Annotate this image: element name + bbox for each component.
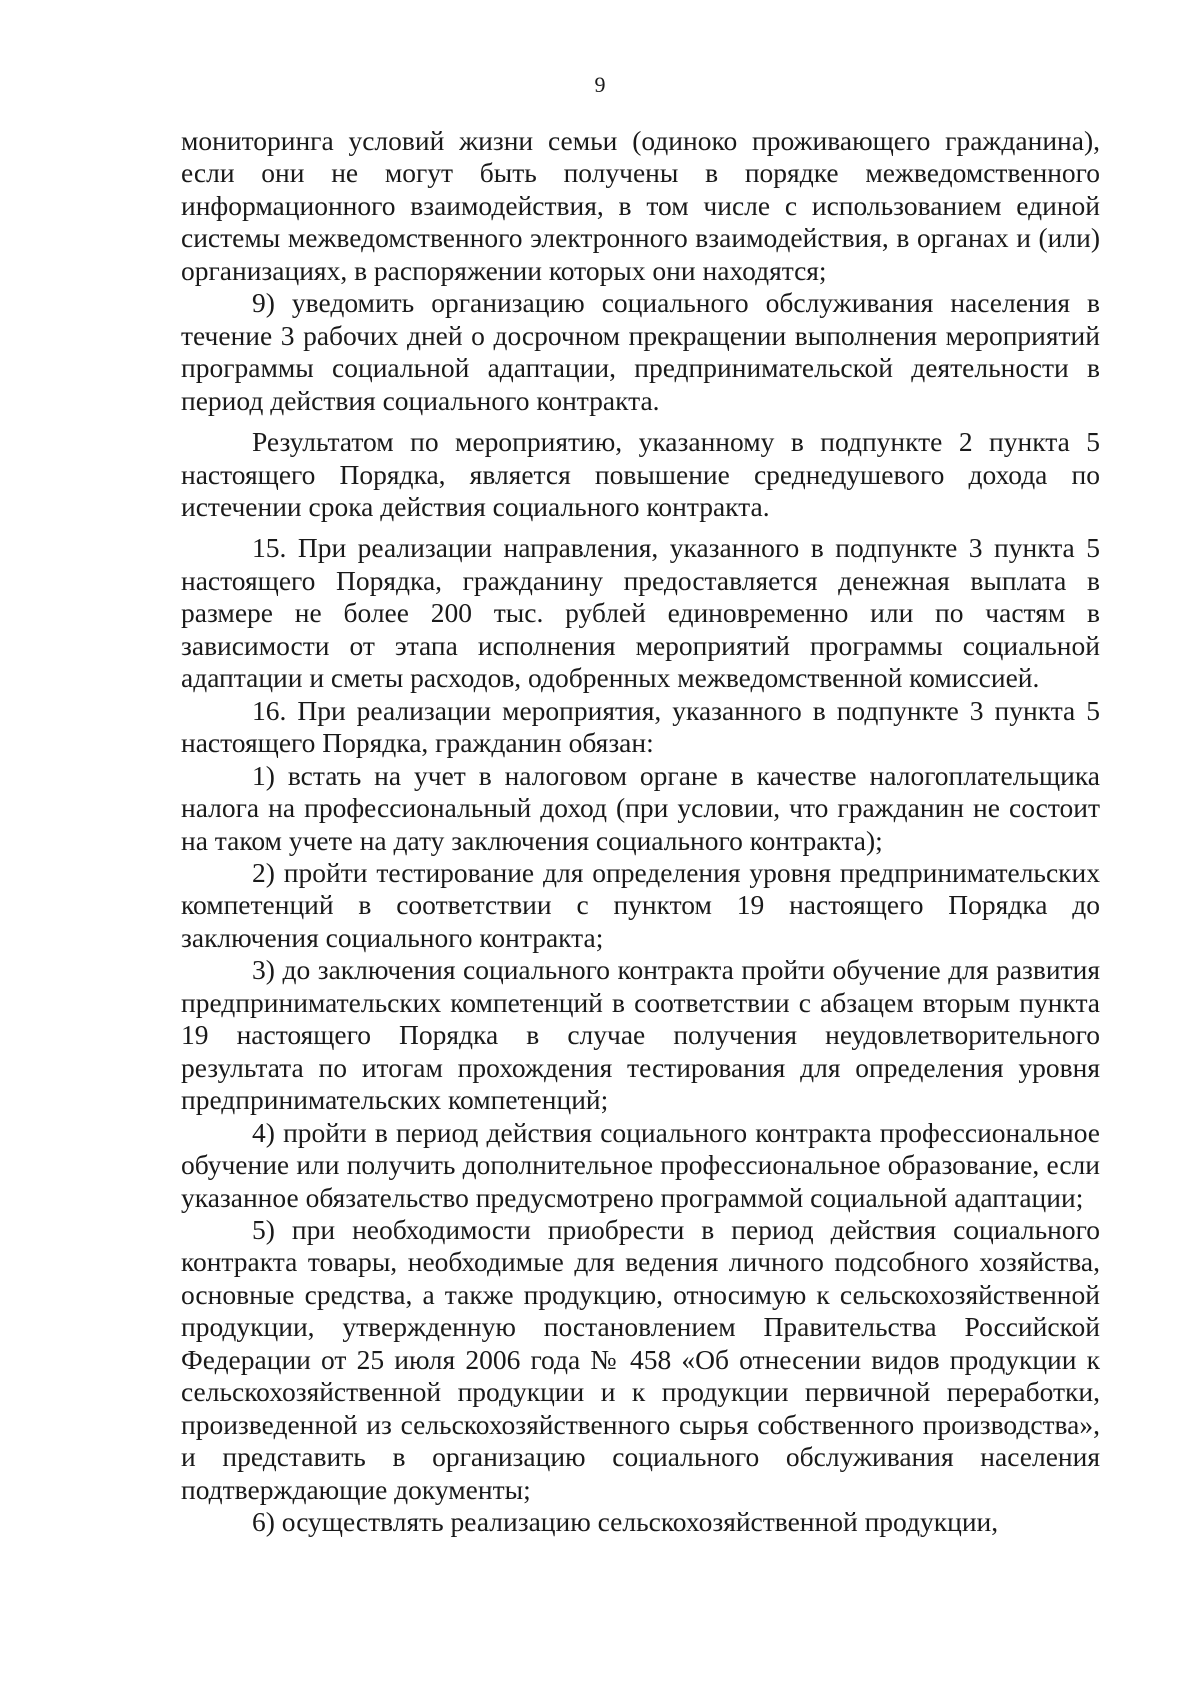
paragraph-item-6: 6) осуществлять реализацию сельскохозяйственной продукции, <box>252 1506 999 1538</box>
paragraph-section-16: 16. При реализации мероприятия, указанного в подпункте 3 пункта 5 настоящего Порядка, гражданин обязан: <box>181 694 1100 759</box>
paragraph-item-2: 2) пройти тестирование для определения уровня предпринимательских компетенций в соответствии с пунктом 19 настоящего Порядка до заключения социального контракта; <box>181 856 1100 953</box>
paragraph-item-5: 5) при необходимости приобрести в период действия социального контракта товары, необходимые для ведения личного подсобного хозяйства, основные средства, а также продукцию, относимую к сельскохозяйственной продукции, утвержденную постановлением Правительства Российской Федерации от 25 июля 2006 года № 458 «Об отнесении видов продукции к сельскохозяйственной продукции и к продукции первичной переработки, произведенной из сельскохозяйственного сырья собственного производства», и представить в организацию социального обслуживания населения подтверждающие документы; <box>181 1213 1100 1505</box>
paragraph-item-4: 4) пройти в период действия социального контракта профессиональное обучение или получить дополнительное профессиональное образование, если указанное обязательство предусмотрено программой социальной адаптации; <box>181 1116 1100 1213</box>
paragraph-result: Результатом по мероприятию, указанному в подпункте 2 пункта 5 настоящего Порядка, является повышение среднедушевого дохода по истечении срока действия социального контракта. <box>181 426 1100 522</box>
paragraph-item-1: 1) встать на учет в налоговом органе в качестве налогоплательщика налога на профессиональный доход (при условии, что гражданин не состоит на таком учете на дату заключения социального контракта); <box>181 759 1100 856</box>
paragraph-item-9: 9) уведомить организацию социального обслуживания населения в течение 3 рабочих дней о досрочном прекращении выполнения мероприятий программы социальной адаптации, предпринимательской деятельности в период действия социального контракта. <box>181 287 1100 416</box>
paragraph-item-3: 3) до заключения социального контракта пройти обучение для развития предпринимательских компетенций в соответствии с абзацем вторым пункта 19 настоящего Порядка в случае получения неудовлетворительного результата по итогам прохождения тестирования для определения уровня предпринимательских компетенций; <box>181 954 1100 1116</box>
document-body <box>181 125 1100 1538</box>
paragraph-section-15: 15. При реализации направления, указанного в подпункте 3 пункта 5 настоящего Порядка, гражданину предоставляется денежная выплата в размере не более 200 тыс. рублей единовременно или по частям в зависимости от этапа исполнения мероприятий программы социальной адаптации и сметы расходов, одобренных межведомственной комиссией. <box>181 532 1100 694</box>
page-number: 9 <box>594 72 606 97</box>
paragraph-monitoring-continuation: мониторинга условий жизни семьи (одиноко проживающего гражданина), если они не могут быть получены в порядке межведомственного информационного взаимодействия, в том числе с использованием единой системы межведомственного электронного взаимодействия, в органах и (или) организациях, в распоряжении которых они находятся; <box>181 125 1100 286</box>
